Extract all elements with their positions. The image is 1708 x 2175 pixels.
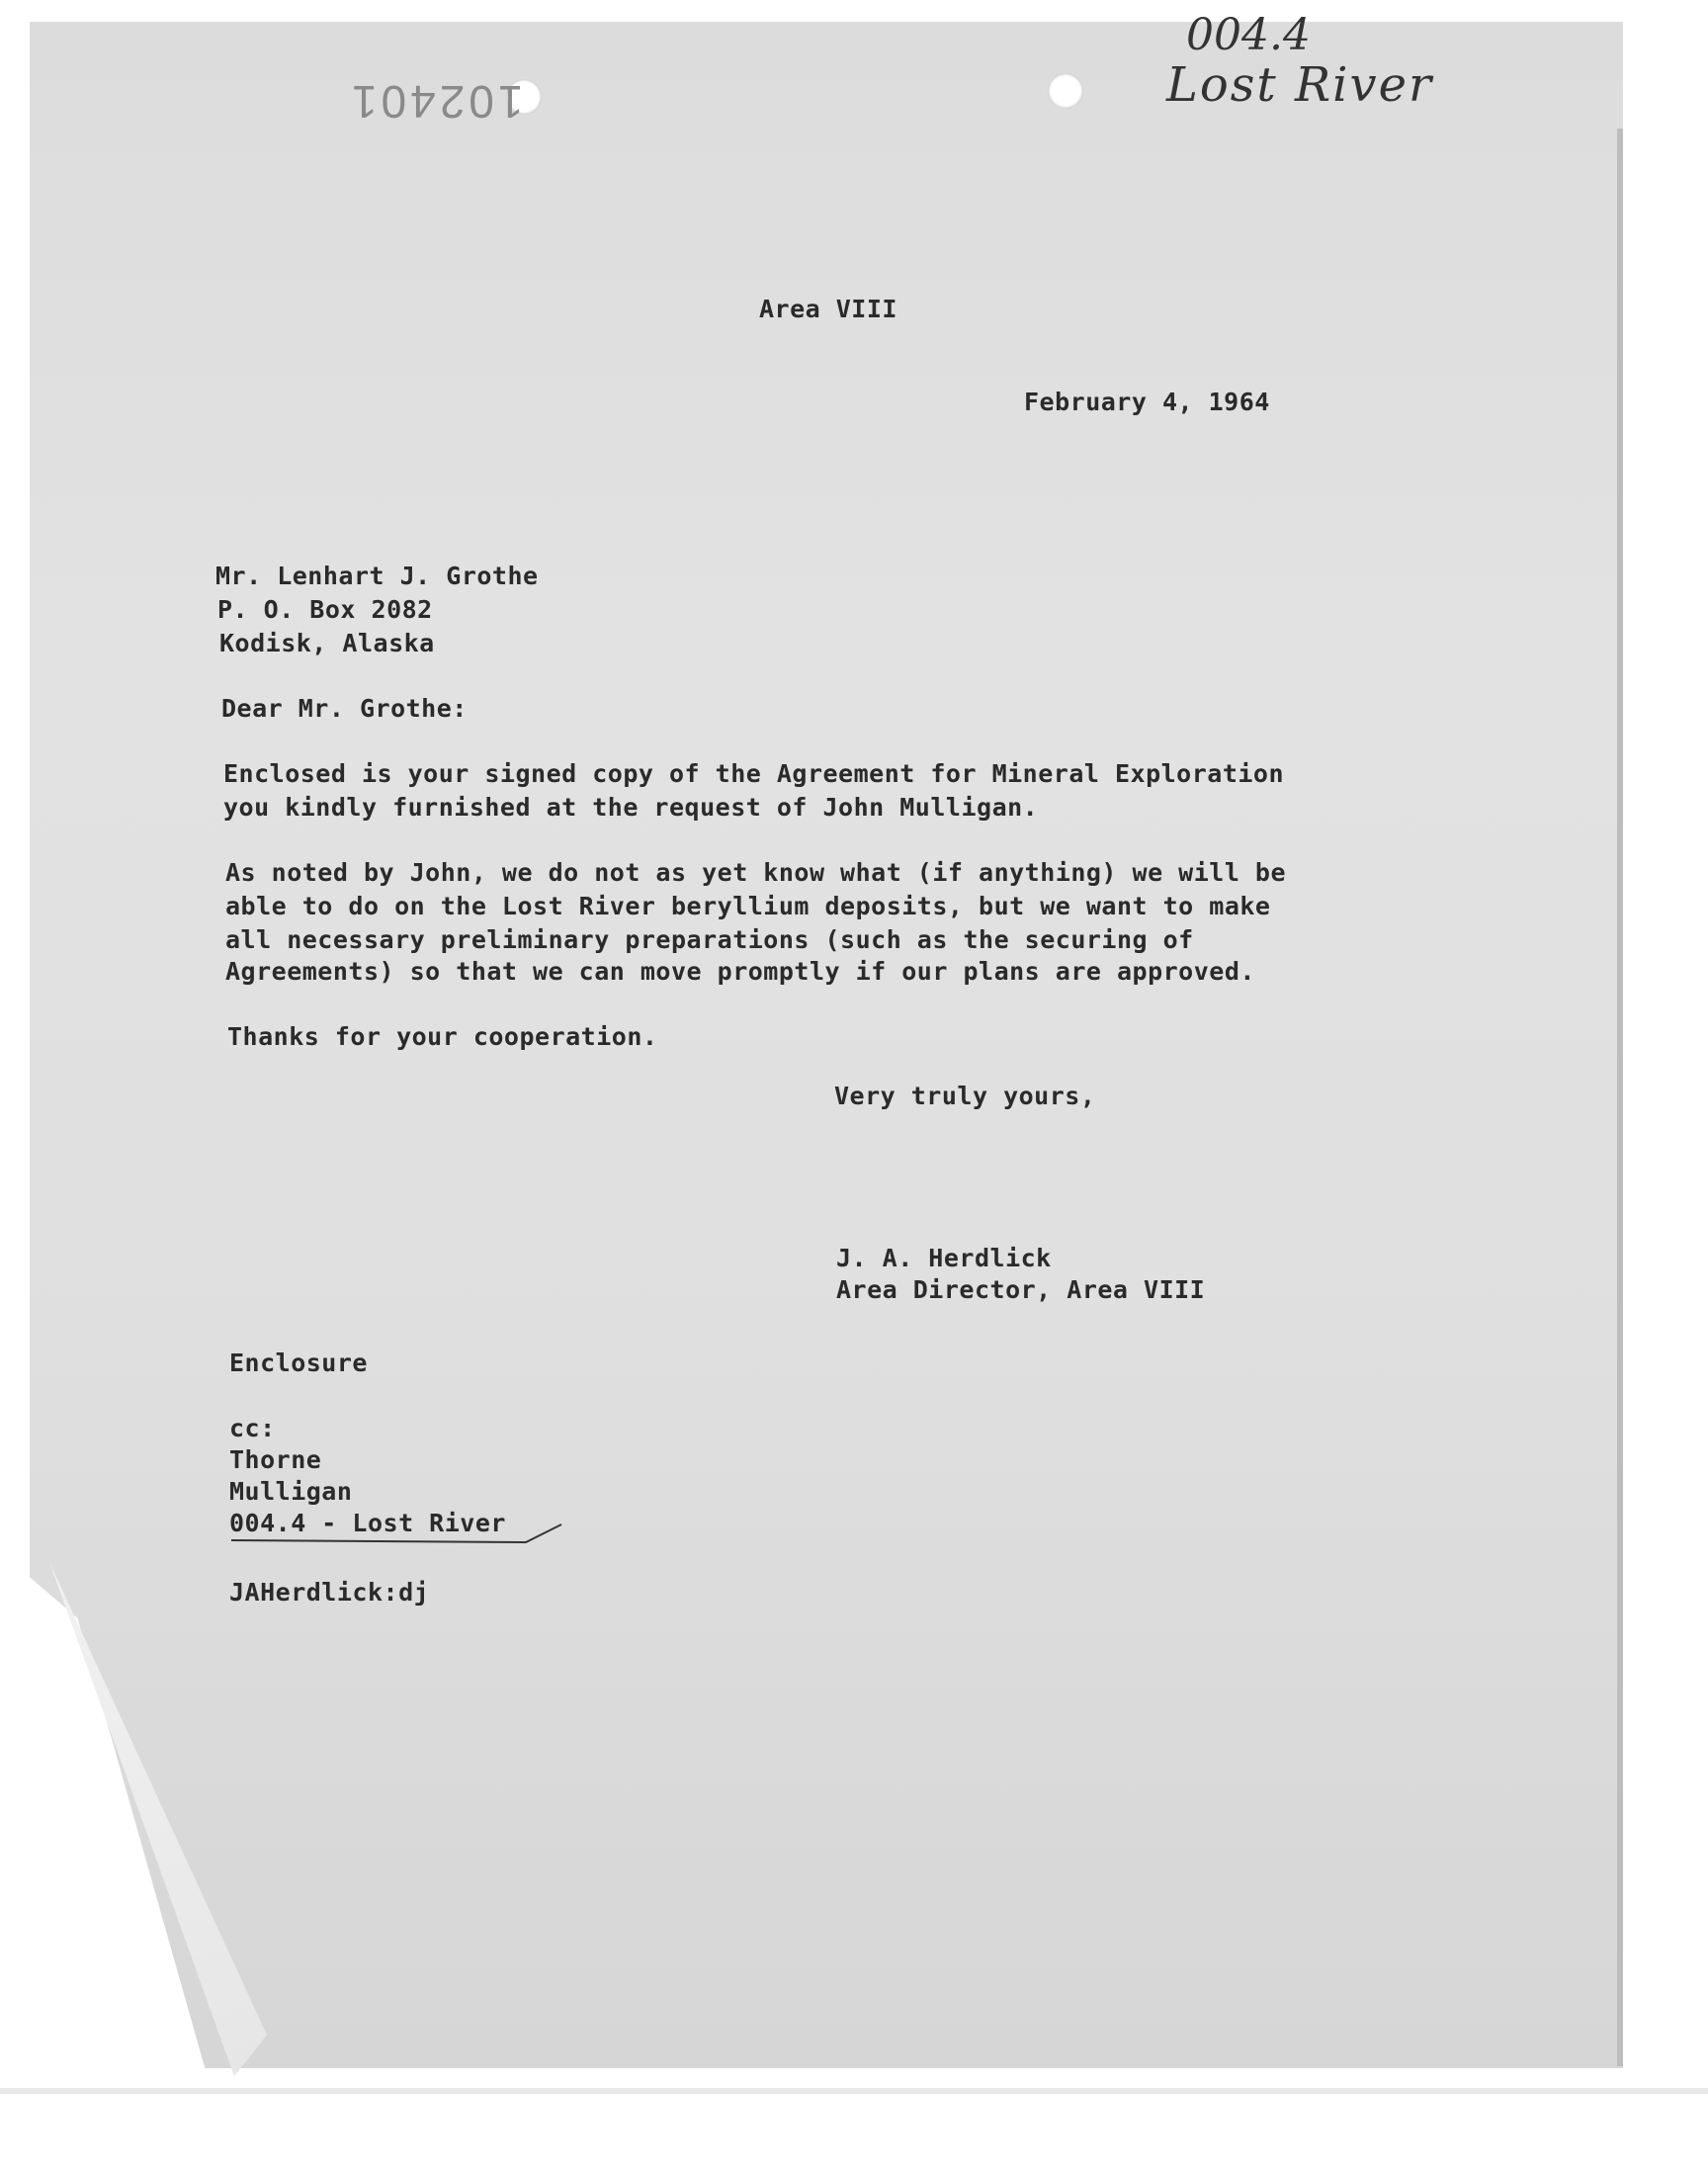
body-paragraph-2-line-1: As noted by John, we do not as yet know what (if anything) we will be	[225, 858, 1287, 887]
enclosure-note: Enclosure	[229, 1348, 368, 1377]
body-paragraph-2-line-2: able to do on the Lost River beryllium deposits, but we want to make	[225, 892, 1271, 920]
cc-item: Mulligan	[229, 1477, 353, 1506]
body-paragraph-2-line-4: Agreements) so that we can move promptly if our plans are approved.	[225, 957, 1255, 986]
closing: Very truly yours,	[834, 1082, 1096, 1110]
body-paragraph-3: Thanks for your cooperation.	[227, 1022, 658, 1051]
handwritten-file-number: 004.4	[1186, 10, 1311, 60]
body-paragraph-1-line-1: Enclosed is your signed copy of the Agreement for Mineral Exploration	[223, 759, 1285, 788]
signer-name: J. A. Herdlick	[836, 1244, 1052, 1272]
address-line-2: P. O. Box 2082	[217, 595, 433, 624]
handwritten-file-name: Lost River	[1166, 57, 1433, 113]
typist-initials: JAHerdlick:dj	[229, 1578, 430, 1607]
cc-label: cc:	[229, 1414, 276, 1442]
punch-hole-right	[1048, 73, 1083, 109]
address-line-3: Kodisk, Alaska	[219, 629, 435, 657]
stamp-number: 102401	[348, 76, 524, 128]
signer-title: Area Director, Area VIII	[836, 1275, 1206, 1304]
address-line-1: Mr. Lenhart J. Grothe	[215, 562, 539, 590]
handwritten-underline	[229, 1521, 565, 1546]
page-edge	[1617, 129, 1623, 2066]
body-paragraph-2-line-3: all necessary preliminary preparations (such as the securing of	[225, 925, 1194, 954]
letter-date: February 4, 1964	[1024, 388, 1270, 416]
area-heading: Area VIII	[759, 295, 897, 323]
body-paragraph-1-line-2: you kindly furnished at the request of John Mulligan.	[223, 793, 1039, 822]
salutation: Dear Mr. Grothe:	[221, 694, 468, 723]
cc-item: 004.4 - Lost River	[229, 1509, 506, 1537]
scan-edge	[0, 2088, 1708, 2094]
cc-item: Thorne	[229, 1445, 322, 1474]
